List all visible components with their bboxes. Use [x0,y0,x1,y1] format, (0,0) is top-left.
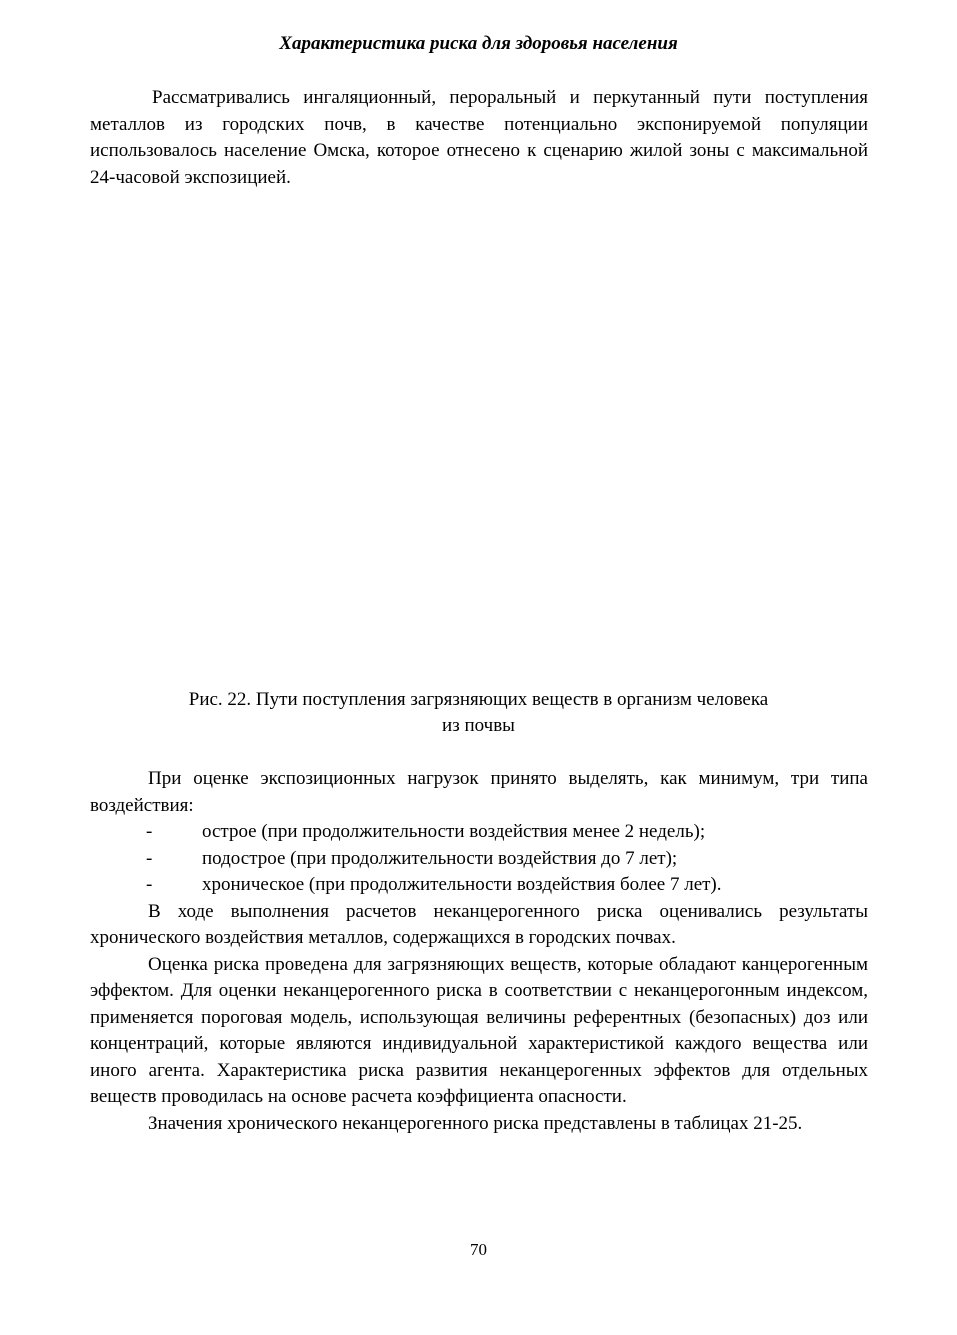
list-dash: - [146,874,153,895]
list-item-text: хроническое (при продолжительности воздействия более 7 лет). [202,874,722,895]
list-item-text: подострое (при продолжительности воздействия до 7 лет); [202,847,678,869]
list-dash: - [146,821,153,842]
paragraph-tables-reference: Значения хронического неканцерогенного риска представлены в таблицах 21-25. [148,1112,803,1134]
paragraph-exposure-types: При оценке экспозиционных нагрузок принято выделять, как минимум, три типа воздействия: [90,768,868,816]
paragraph-chronic-results: В ходе выполнения расчетов неканцерогенного риска оценивались результаты хронического воздействия металлов, содержащихся в городских почвах. [90,900,868,948]
intro-paragraph: Рассматривались ингаляционный, пероральный и перкутанный пути поступления металлов из городских почв, в качестве потенциально экспонируемой популяции использовалось население Омска, которое отнесено к сценарию жилой зоны с максимальной 24-часовой экспозицией. [90,87,868,188]
list-item-text: острое (при продолжительности воздействия менее 2 недель); [202,821,706,842]
page-number: 70 [470,1240,487,1259]
running-header: Характеристика риска для здоровья населения [279,33,678,54]
intro-section [90,85,868,191]
body-section [90,766,868,1137]
figure-caption [0,687,957,739]
figure-caption-line-2: из почвы [442,715,515,736]
list-item [90,846,868,873]
list-dash: - [146,847,153,869]
paragraph-risk-assessment: Оценка риска проведена для загрязняющих веществ, которые обладают канцерогенным эффектом. Для оценки неканцерогенного риска в соответствии с неканцерогонным индексом, применяется пороговая модель, использующая величины референтных (безопасных) доз или концентраций, которые являются индивидуальной характеристикой каждого вещества или иного агента. Характеристика риска развития неканцерогенных эффектов для отдельных веществ проводилась на основе расчета коэффициента опасности. [90,953,868,1107]
list-item [90,819,868,846]
figure-placeholder [90,200,868,670]
figure-caption-line-1: Рис. 22. Пути поступления загрязняющих веществ в организм человека [188,689,769,710]
list-item [90,872,868,899]
